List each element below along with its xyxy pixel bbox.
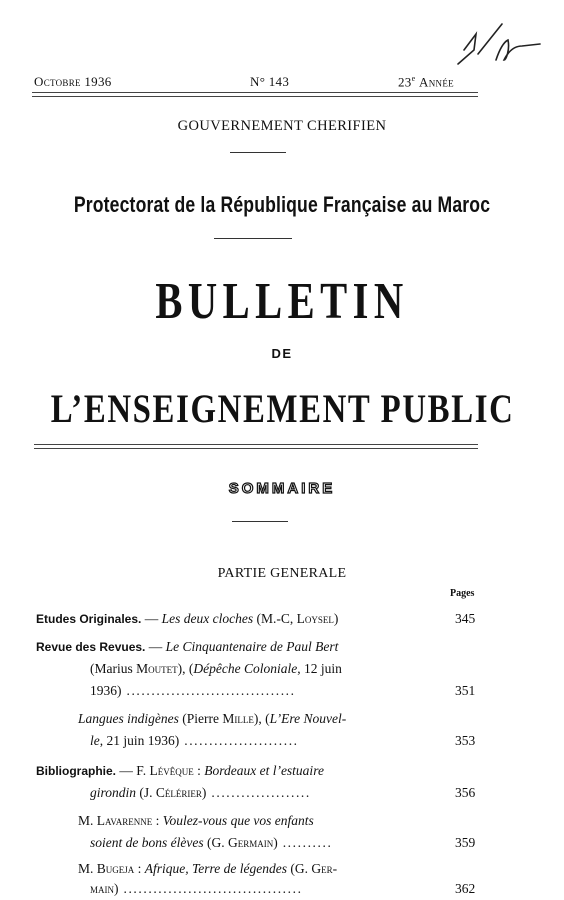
separator: — xyxy=(145,639,166,654)
date: , 21 juin 1936) xyxy=(99,733,180,748)
author: Célérier xyxy=(155,785,202,800)
text: : xyxy=(152,813,163,828)
summary-heading: SOMMAIRE xyxy=(228,480,336,497)
article-title: Le Cinquantenaire de Paul Bert xyxy=(165,639,339,654)
text: ) xyxy=(333,611,339,626)
author: Lavarenne xyxy=(96,813,153,828)
leader-dots: .................... xyxy=(206,785,311,800)
section-label: Etudes Originales. xyxy=(36,612,142,626)
toc-entry-lavarenne xyxy=(78,810,314,832)
article-title: soient de bons élèves xyxy=(90,835,204,850)
issue-date: Octobre 1936 xyxy=(34,74,112,89)
source: Dépêche Coloniale xyxy=(193,661,298,676)
toc-entry-bibliographie-cont xyxy=(90,782,311,804)
article-title: Bordeaux et l’estuaire xyxy=(204,763,324,778)
bulletin-subtitle: L’ENSEIGNEMENT PUBLIC xyxy=(50,386,515,431)
leader-dots: .......... xyxy=(277,835,333,850)
separator: — xyxy=(141,611,162,626)
bulletin-title-de: DE xyxy=(271,346,293,361)
separator: — xyxy=(116,763,137,778)
page-number: 359 xyxy=(455,835,476,850)
bulletin-title: BULLETIN xyxy=(155,273,409,330)
author: Lévêque xyxy=(149,763,194,778)
pages-label: Pages xyxy=(450,588,475,599)
text: (G. xyxy=(203,835,228,850)
text: M. xyxy=(78,813,97,828)
page-number: 351 xyxy=(455,683,476,698)
article-title: Afrique, Terre de légendes xyxy=(144,861,288,876)
author: Bugeja xyxy=(96,861,135,876)
text: ) xyxy=(273,835,278,850)
protectorate-title: Protectorat de la République Française au Maroc xyxy=(73,192,491,217)
author: Germain xyxy=(227,835,274,850)
text: : xyxy=(193,763,205,778)
text: M. xyxy=(78,861,97,876)
toc-entry-revue-cont xyxy=(90,658,342,680)
title-rule xyxy=(34,444,478,449)
header-rule xyxy=(32,92,478,97)
author: Loysel xyxy=(296,611,334,626)
text: (Marius xyxy=(90,661,137,676)
toc-entry-etudes xyxy=(36,608,338,631)
author: Ger- xyxy=(311,861,338,876)
text: : xyxy=(134,861,145,876)
toc-entry-langues xyxy=(78,708,346,730)
author: Mille xyxy=(222,711,254,726)
toc-entry-bibliographie xyxy=(36,760,324,783)
leader-dots: ....................... xyxy=(179,733,299,748)
toc-entry-revue-cont xyxy=(90,680,296,702)
section-label: Bibliographie. xyxy=(36,764,117,778)
divider xyxy=(232,521,288,522)
part-heading: PARTIE GENERALE xyxy=(217,566,347,581)
toc-entry-bugeja xyxy=(78,858,337,880)
author: main xyxy=(90,881,114,896)
divider xyxy=(214,238,292,239)
source: L’Ere Nouvel- xyxy=(269,711,347,726)
article-title: girondin xyxy=(90,785,137,800)
text: ), ( xyxy=(253,711,270,726)
government-title: GOUVERNEMENT CHERIFIEN xyxy=(177,118,387,134)
toc-entry-bugeja-cont xyxy=(90,880,303,898)
page-number: 345 xyxy=(455,611,476,626)
toc-entry-lavarenne-cont xyxy=(90,832,332,854)
article-title: Langues indigènes xyxy=(78,711,179,726)
text: (J. xyxy=(136,785,156,800)
toc-entry-langues-cont xyxy=(90,730,299,752)
page-number: 362 xyxy=(455,881,476,896)
text: (M.-C, xyxy=(253,611,297,626)
source: le xyxy=(90,733,100,748)
leader-dots: .................................... xyxy=(118,881,303,896)
volume-year: 23e Année xyxy=(398,74,454,90)
page-number: 356 xyxy=(455,785,476,800)
date: , 12 juin xyxy=(297,661,342,676)
toc-entry-revue xyxy=(36,636,338,659)
article-title: Voulez-vous que vos enfants xyxy=(162,813,314,828)
article-title: Les deux cloches xyxy=(161,611,254,626)
section-label: Revue des Revues. xyxy=(36,640,146,654)
handwritten-annotation xyxy=(452,20,542,75)
leader-dots: .................................. xyxy=(121,683,296,698)
text: 1936) xyxy=(90,683,122,698)
text: ) xyxy=(201,785,207,800)
handwriting-mark xyxy=(452,20,542,70)
text: (G. xyxy=(287,861,312,876)
divider xyxy=(230,152,286,153)
issue-number: N° 143 xyxy=(250,74,290,89)
text: F. xyxy=(136,763,150,778)
text: ) xyxy=(114,881,119,896)
author: Moutet xyxy=(136,661,178,676)
text: ), ( xyxy=(177,661,194,676)
text: (Pierre xyxy=(178,711,223,726)
page-number: 353 xyxy=(455,733,476,748)
